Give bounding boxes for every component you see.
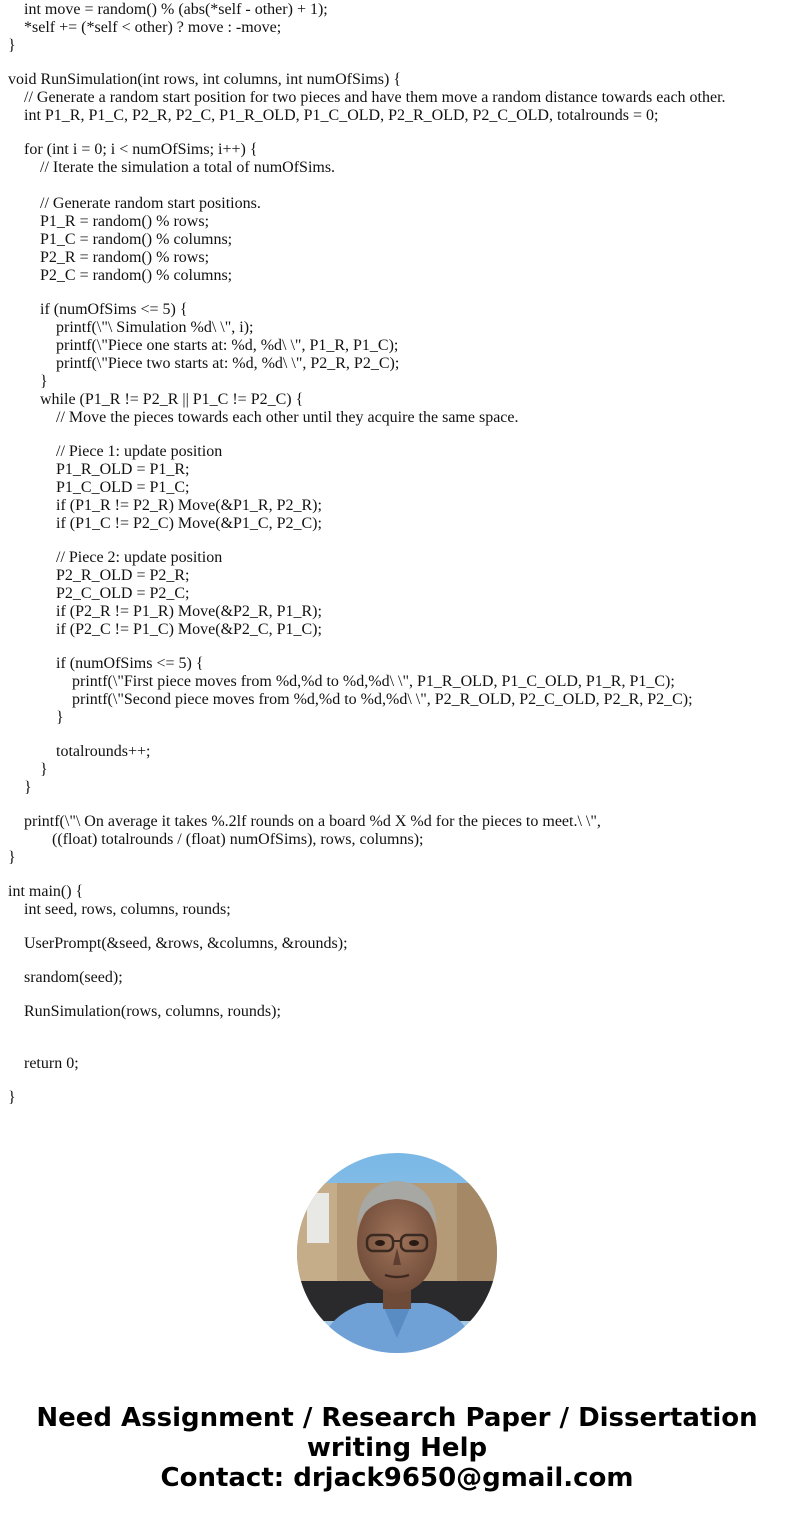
code-line: P1_C_OLD = P1_C;: [56, 479, 190, 496]
code-line: P1_R_OLD = P1_R;: [56, 461, 190, 478]
code-line: if (numOfSims <= 5) {: [56, 655, 204, 672]
code-line: srandom(seed);: [24, 969, 123, 986]
code-line: P2_C_OLD = P2_C;: [56, 585, 190, 602]
code-line: if (P1_R != P2_R) Move(&P1_R, P2_R);: [56, 497, 322, 514]
code-line: int seed, rows, columns, rounds;: [24, 901, 231, 918]
code-line: *self += (*self < other) ? move : -move;: [24, 19, 282, 36]
code-line: UserPrompt(&seed, &rows, &columns, &rounds);: [24, 935, 348, 952]
code-line: for (int i = 0; i < numOfSims; i++) {: [24, 141, 258, 158]
code-line: }: [8, 849, 16, 866]
code-line: P1_C = random() % columns;: [40, 231, 233, 248]
code-line: P2_R_OLD = P2_R;: [56, 567, 190, 584]
code-line: }: [40, 373, 48, 390]
code-line: P2_C = random() % columns;: [40, 267, 233, 284]
code-line: printf(\"Piece two starts at: %d, %d\ \", P2_R, P2_C);: [56, 355, 400, 372]
code-line: // Generate a random start position for two pieces and have them move a random distance towards each other.: [24, 89, 726, 106]
code-line: // Piece 2: update position: [56, 549, 223, 566]
portrait-image: [297, 1153, 497, 1353]
code-line: if (P1_C != P2_C) Move(&P1_C, P2_C);: [56, 515, 322, 532]
code-line: int P1_R, P1_C, P2_R, P2_C, P1_R_OLD, P1_C_OLD, P2_R_OLD, P2_C_OLD, totalrounds = 0;: [24, 107, 659, 124]
promo-line-2: writing Help: [306, 1433, 488, 1463]
code-line: printf(\"Second piece moves from %d,%d to %d,%d\ \", P2_R_OLD, P2_C_OLD, P2_R, P2_C);: [72, 691, 693, 708]
code-line: void RunSimulation(int rows, int columns, int numOfSims) {: [8, 71, 402, 88]
code-line: RunSimulation(rows, columns, rounds);: [24, 1003, 281, 1020]
code-line: if (P2_C != P1_C) Move(&P2_C, P1_C);: [56, 621, 322, 638]
code-line: // Piece 1: update position: [56, 443, 223, 460]
code-line: int move = random() % (abs(*self - other) + 1);: [24, 1, 328, 18]
promo-contact: Contact: drjack9650@gmail.com: [160, 1463, 634, 1493]
code-line: if (P2_R != P1_R) Move(&P2_R, P1_R);: [56, 603, 322, 620]
code-line: printf(\"Piece one starts at: %d, %d\ \", P1_R, P1_C);: [56, 337, 399, 354]
code-line: return 0;: [24, 1055, 79, 1072]
code-line: }: [8, 1089, 16, 1106]
code-line: printf(\"\ On average it takes %.2lf rounds on a board %d X %d for the pieces to meet.\ \",: [24, 813, 601, 830]
code-line: if (numOfSims <= 5) {: [40, 301, 188, 318]
code-line: printf(\"\ Simulation %d\ \", i);: [56, 319, 254, 336]
code-line: P2_R = random() % rows;: [40, 249, 210, 266]
code-line: while (P1_R != P2_R || P1_C != P2_C) {: [40, 391, 304, 408]
code-line: }: [40, 761, 48, 778]
promo-banner: [0, 1403, 794, 1493]
code-line: P1_R = random() % rows;: [40, 213, 210, 230]
code-line: // Move the pieces towards each other until they acquire the same space.: [56, 409, 519, 426]
code-line: printf(\"First piece moves from %d,%d to %d,%d\ \", P1_R_OLD, P1_C_OLD, P1_R, P1_C);: [72, 673, 675, 690]
code-line: }: [56, 709, 64, 726]
code-line: ((float) totalrounds / (float) numOfSims), rows, columns);: [24, 831, 424, 848]
code-line: totalrounds++;: [56, 743, 151, 760]
code-line: }: [8, 37, 16, 54]
code-line: int main() {: [8, 883, 84, 900]
code-line: }: [24, 779, 32, 796]
code-line: // Generate random start positions.: [40, 195, 261, 212]
code-line: // Iterate the simulation a total of numOfSims.: [40, 159, 336, 176]
promo-line-1: Need Assignment / Research Paper / Dissertation: [36, 1403, 758, 1433]
author-photo: [297, 1153, 497, 1353]
